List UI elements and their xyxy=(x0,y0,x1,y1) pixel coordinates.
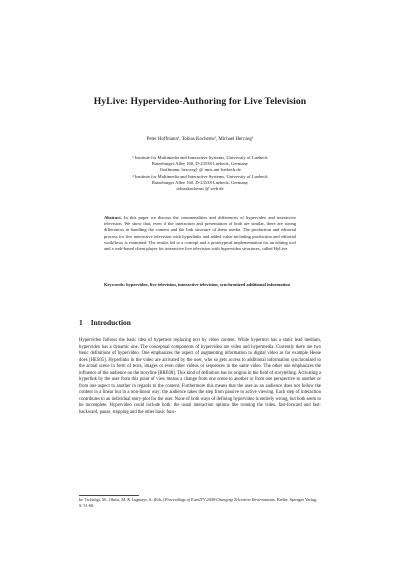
affiliation-line: {hoffmann, herczeg} @ imis.uni-luebeck.de xyxy=(159,167,241,173)
affiliations xyxy=(0,155,400,192)
affiliation-line: tobiaskochems @ web.de xyxy=(176,186,224,192)
section-title: Introduction xyxy=(90,318,131,327)
abstract-label: Abstract. xyxy=(104,215,122,220)
footnote-text: In: Tscheligi, M., Obrist, M. & Lugmayr, A. (Eds.) xyxy=(79,497,165,502)
section-number: 1 xyxy=(79,318,83,327)
footnote-proceedings: Proceedings of EuroITV 2008-Changing Television Environments. xyxy=(164,497,276,502)
affiliation-line: ¹ Institute for Multimedia and Interactive Systems, University of Luebeck xyxy=(132,155,268,160)
paper-title: HyLive: Hypervideo-Authoring for Live Television xyxy=(93,96,307,107)
affiliation-line: ² Institute for Multimedia and Interactive Systems, University of Luebeck xyxy=(132,173,268,179)
keywords: Keywords: hypervideo, live television, interactive television, synchronized additional information xyxy=(104,282,291,287)
author-list: Peter Hoffmann¹, Tobias Kochems², Michael Herczeg¹ xyxy=(146,137,254,142)
affiliation-line: Ratzeburger Allee 160, D-23538 Luebeck, Germany xyxy=(151,179,249,185)
abstract-text: In this paper we discuss the commonalities and differences of hypervideo and interactive television. We show that, even if the interaction and presentation of both are similar, there are strong differences in handling the content and the link structure of these media. The production and editorial process for live interactive television with hyperlinks and added value including production and editorial workflows is examined. The results led to a concept and a prototypical implementation for an editing tool and a web-based client player for interactive live television with hypervideo structures, called HyLive. xyxy=(104,215,296,252)
body-paragraph: Hypervideo follows the basic idea of hypertext replacing text by video content. While hypertext has a static lead medium, hypervideo has a dynamic one. The conceptual components of hypervideo are video and hypermedia. Currently there are two basic definitions of hypervideo. One emphasizes the aspect of augmenting information to digital video as for example Hesse does [HES05]. Hyperlinks in the video are activated by the user, who so gets access to additional information synchronized to the actual scene in form of texts, images or even other videos or sequences in the same video. The other one emphasizes the influence of the audience on the storyline [BRE00]. This kind of definition has its origins in the field of storytelling. Activating a hyperlink by the user from this point of view means a change from one scene to another or from one perspective to another or from one aspect to another in regards to the content. Furthermore this means that the user as an audience does not follow the content in a linear but in a non-linear way: the audience takes the step from passive to active viewing. Each step of interaction contributes to an individual story-plot for the user. None of both ways of defining hypervideo is entirely wrong, but both seem to be incomplete. Hypervideo could include both: the usual interaction options like running the video, fast-forward and fast-backward, pause, stopping and the other basic func- xyxy=(79,338,321,416)
footnote xyxy=(79,497,321,508)
abstract xyxy=(104,215,296,252)
footnote-publisher: Berlin: Springer Verlag, S. 51-60. xyxy=(79,497,317,508)
footnote-rule xyxy=(79,495,139,496)
section-heading xyxy=(79,318,131,327)
affiliation-line: Ratzeburger Allee 160, D-23538 Luebeck, Germany xyxy=(151,161,249,167)
